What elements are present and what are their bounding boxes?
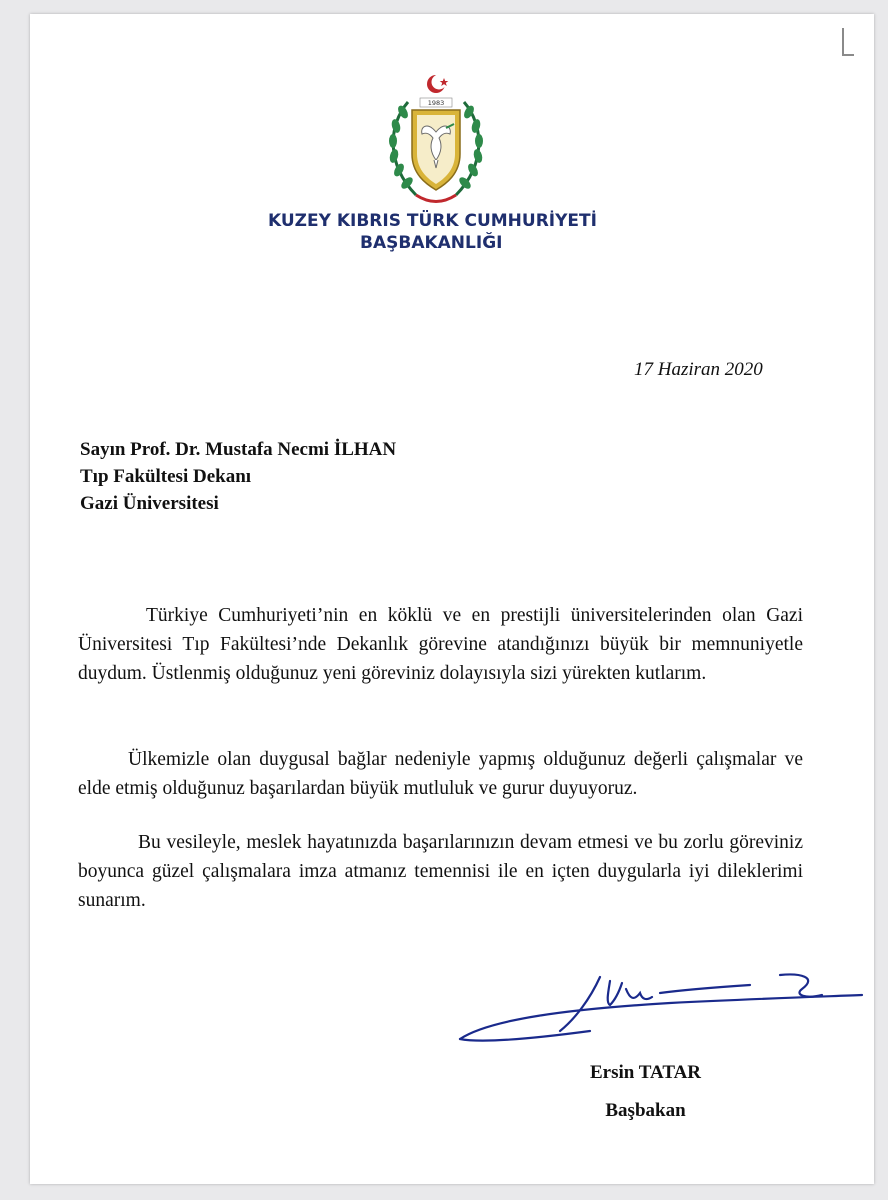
letterhead [268, 210, 688, 254]
handwritten-signature [450, 969, 870, 1064]
signer-title: Başbakan [605, 1100, 686, 1121]
recipient-position: Tıp Fakültesi Dekanı [80, 466, 252, 487]
letter-date: 17 Haziran 2020 [634, 359, 763, 380]
signer-block [590, 1054, 701, 1130]
recipient-institution: Gazi Üniversitesi [80, 493, 219, 514]
letter-page [30, 14, 874, 1184]
recipient-block [80, 436, 396, 517]
body-paragraph-1: Türkiye Cumhuriyeti’nin en köklü ve en prestijli üniversitelerinden olan Gazi Üniversitesi Tıp Fakültesi’nde Dekanlık görevine atandığınızı büyük bir memnuniyetle duydum. Üstlenmiş olduğunuz yeni göreviniz dolayısıyla sizi yürekten kutlarım. [78, 604, 803, 684]
signer-name: Ersin TATAR [590, 1062, 702, 1083]
letterhead-line-1: KUZEY KIBRIS TÜRK CUMHURİYETİ [268, 211, 597, 231]
crop-mark [842, 28, 854, 56]
state-emblem [376, 70, 496, 215]
body-paragraph-2: Ülkemizle olan duygusal bağlar nedeniyle yapmış olduğunuz değerli çalışmalar ve elde etmiş olduğunuz başarılardan büyük mutluluk ve gurur duyuyoruz. [78, 748, 803, 799]
recipient-name: Sayın Prof. Dr. Mustafa Necmi İLHAN [80, 439, 397, 460]
letterhead-line-2: BAŞBAKANLIĞI [360, 233, 503, 253]
emblem-year: 1983 [427, 99, 445, 107]
body-paragraph-3: Bu vesileyle, meslek hayatınızda başarılarınızın devam etmesi ve bu zorlu göreviniz boyunca güzel çalışmalara imza atmanız temennisi ile en içten duygularla iyi dileklerimi sunarım. [78, 831, 803, 911]
